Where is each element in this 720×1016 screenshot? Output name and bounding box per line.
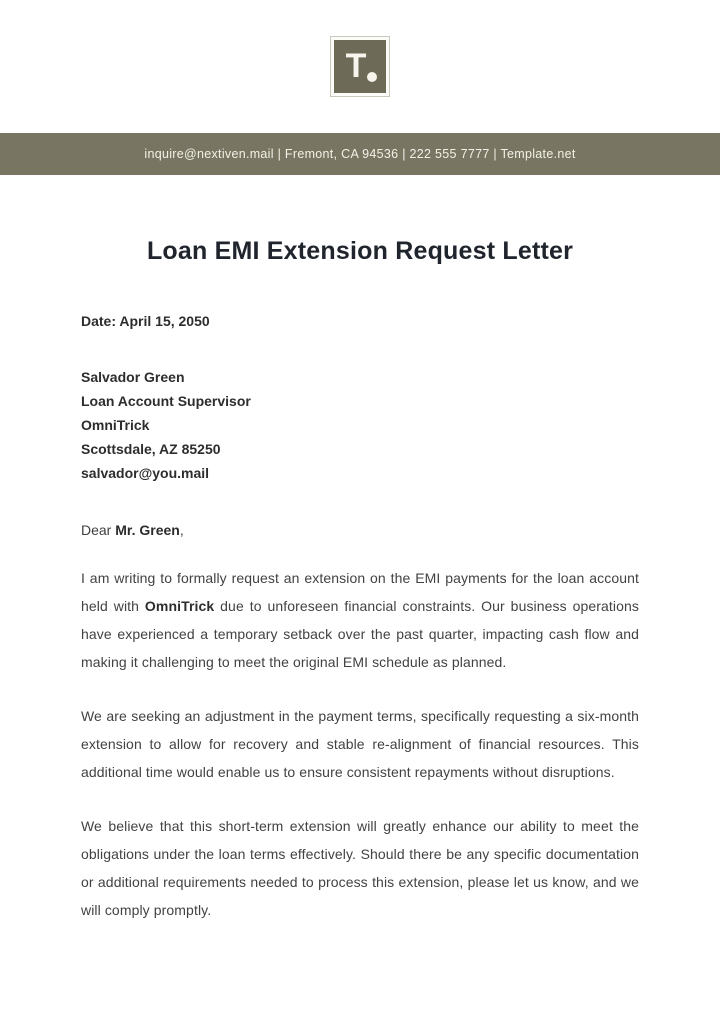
recipient-name: Salvador Green <box>81 369 185 385</box>
paragraph-1-text-before: I am writing to formally request an extension on the EMI payments for the loan account held with <box>81 570 639 614</box>
recipient-address: Scottsdale, AZ 85250 <box>81 441 221 457</box>
letter-body <box>0 237 720 924</box>
paragraph-1 <box>81 564 639 676</box>
paragraph-1-text-after: due to unforeseen financial constraints. Our business operations have experienced a temporary setback over the past quarter, impacting cash flow and making it challenging to meet the original EMI schedule as planned. <box>81 598 639 670</box>
recipient-role: Loan Account Supervisor <box>81 393 251 409</box>
paragraph-2: We are seeking an adjustment in the payment terms, specifically requesting a six-month extension to allow for recovery and stable re-alignment of financial resources. This additional time would enable us to ensure consistent repayments without disruptions. <box>81 708 639 780</box>
salutation-name: Mr. Green <box>115 522 180 538</box>
paragraph-1-company-bold: OmniTrick <box>144 598 215 614</box>
salutation-prefix: Dear <box>81 522 116 538</box>
salutation-suffix: , <box>179 522 184 538</box>
letter-title: Loan EMI Extension Request Letter <box>146 237 574 265</box>
logo-box <box>331 37 389 96</box>
paragraph-3: We believe that this short-term extension will greatly enhance our ability to meet the obligations under the loan terms effectively. Should there be any specific documentation or additional requirements needed to process this extension, please let us know, and we will comply promptly. <box>81 818 639 918</box>
brand-logo <box>0 0 720 96</box>
salutation <box>81 522 639 538</box>
recipient-email: salvador@you.mail <box>81 465 210 481</box>
logo-letter: T <box>345 46 367 85</box>
contact-info-line: inquire@nextiven.mail | Fremont, CA 94536 | 222 555 7777 | Template.net <box>144 147 576 161</box>
contact-bar <box>0 133 720 175</box>
date-line: Date: April 15, 2050 <box>81 313 210 329</box>
recipient-block <box>81 365 639 485</box>
recipient-company: OmniTrick <box>81 417 150 433</box>
logo-period-dot <box>367 72 377 82</box>
